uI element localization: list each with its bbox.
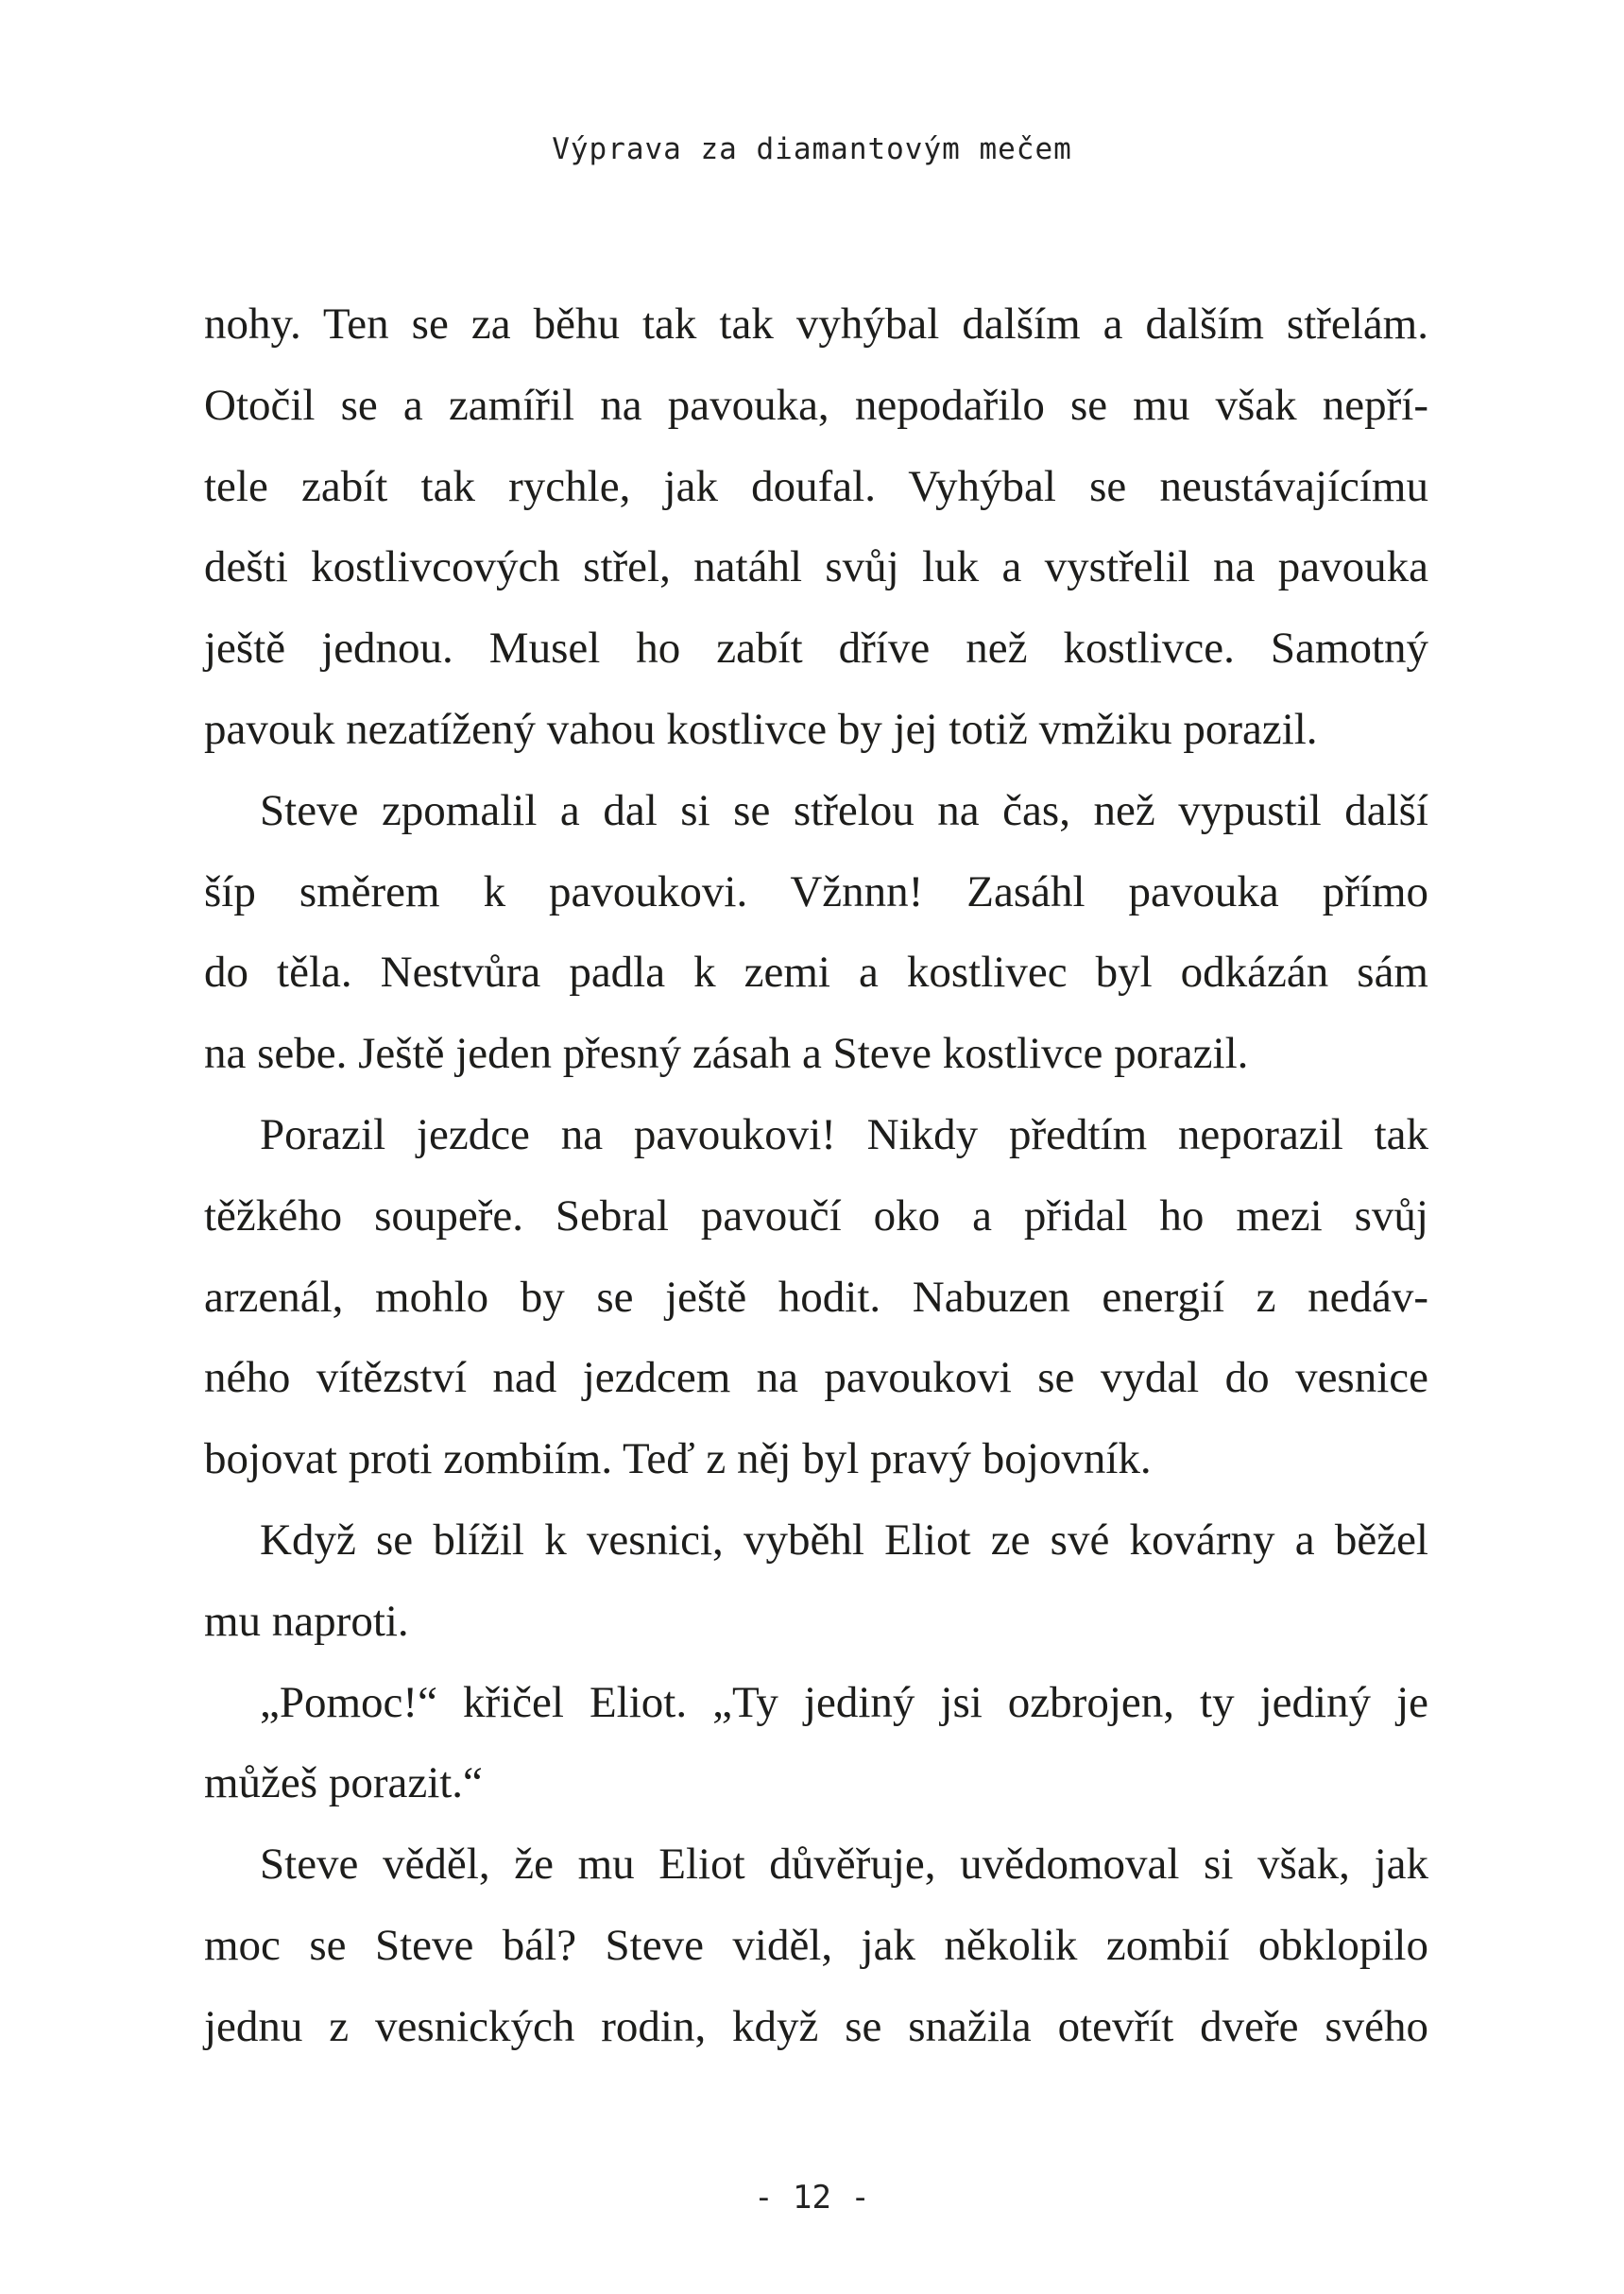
text-line: arzenál, mohlo by se ještě hodit. Nabuzen energií z nedáv-	[204, 1272, 1428, 1322]
paragraph	[204, 1663, 1428, 1825]
text-line: Když se blížil k vesnici, vyběhl Eliot ze své kovárny a běžel	[260, 1515, 1428, 1565]
text-line: pavouk nezatížený vahou kostlivce by jej totiž vmžiku porazil.	[204, 704, 1318, 754]
text-line: bojovat proti zombiím. Teď z něj byl pravý bojovník.	[204, 1434, 1152, 1484]
text-line: Porazil jezdce na pavoukovi! Nikdy předtím neporazil tak	[260, 1109, 1428, 1159]
text-line: Steve zpomalil a dal si se střelou na čas, než vypustil další	[260, 785, 1428, 835]
text-line: dešti kostlivcových střel, natáhl svůj luk a vystřelil na pavouka	[204, 542, 1428, 592]
text-line: šíp směrem k pavoukovi. Vžnnn! Zasáhl pavouka přímo	[204, 866, 1428, 916]
paragraph	[204, 771, 1428, 1095]
running-header: Výprava za diamantovým mečem	[552, 132, 1072, 166]
paragraph	[204, 1500, 1428, 1663]
text-line: tele zabít tak rychle, jak doufal. Vyhýbal se neustávajícímu	[204, 461, 1428, 511]
paragraph	[204, 1095, 1428, 1500]
text-line: můžeš porazit.“	[204, 1758, 483, 1808]
text-line: mu naproti.	[204, 1596, 409, 1646]
text-line: jednu z vesnických rodin, když se snažila otevřít dveře svého	[204, 2001, 1428, 2051]
text-line: na sebe. Ještě jeden přesný zásah a Steve kostlivce porazil.	[204, 1029, 1249, 1079]
text-line: nohy. Ten se za běhu tak tak vyhýbal dalším a dalším střelám.	[204, 300, 1428, 349]
paragraph	[204, 1824, 1428, 2067]
text-line: do těla. Nestvůra padla k zemi a kostlivec byl odkázán sám	[204, 948, 1428, 998]
page-number: - 12 -	[754, 2179, 870, 2217]
text-line: Steve věděl, že mu Eliot důvěřuje, uvědomoval si však, jak	[260, 1840, 1428, 1890]
paragraph	[204, 284, 1428, 771]
page-body	[204, 284, 1428, 2068]
text-line: moc se Steve bál? Steve viděl, jak několik zombií obklopilo	[204, 1920, 1428, 1970]
text-line: Otočil se a zamířil na pavouka, nepodařilo se mu však nepří-	[204, 380, 1428, 430]
text-line: „Pomoc!“ křičel Eliot. „Ty jediný jsi ozbrojen, ty jediný je	[260, 1677, 1428, 1727]
text-line: ného vítězství nad jezdcem na pavoukovi se vydal do vesnice	[204, 1353, 1428, 1403]
text-line: těžkého soupeře. Sebral pavoučí oko a přidal ho mezi svůj	[204, 1190, 1428, 1241]
text-line: ještě jednou. Musel ho zabít dříve než kostlivce. Samotný	[204, 624, 1428, 674]
